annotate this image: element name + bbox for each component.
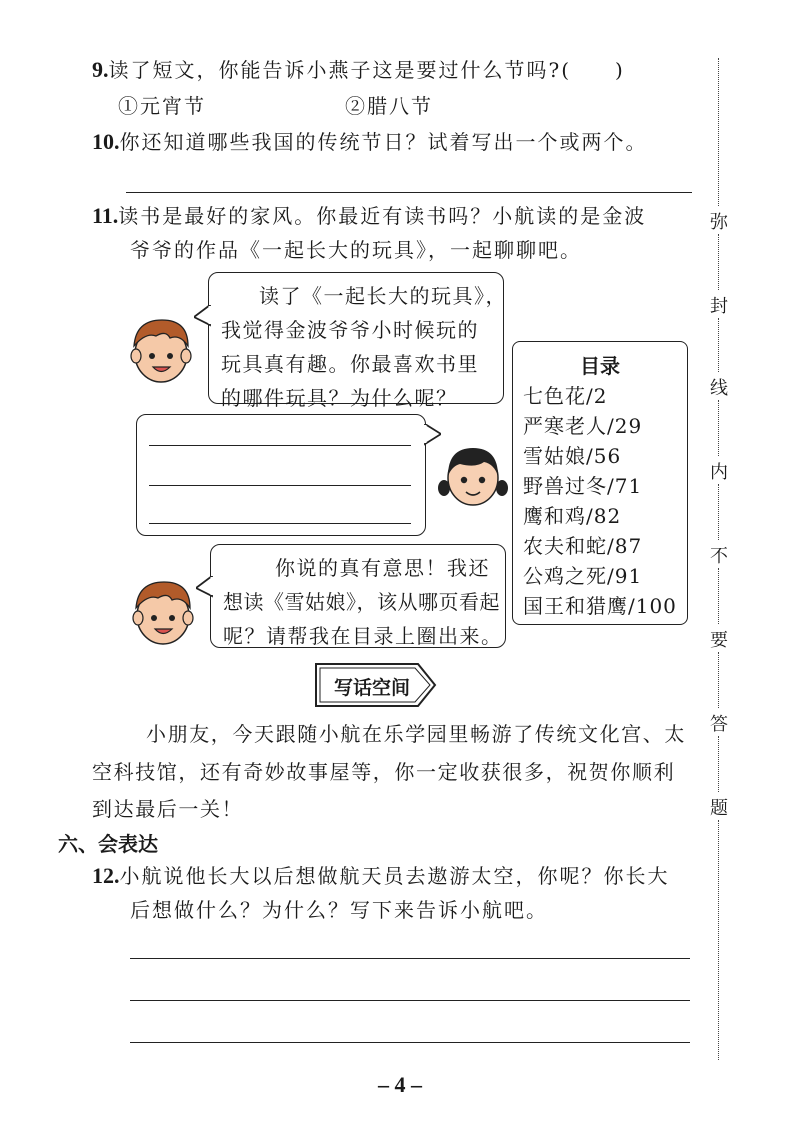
question-11-line2: 爷爷的作品《一起长大的玩具》，一起聊聊吧。 — [130, 238, 582, 262]
question-12 — [92, 862, 670, 890]
writing-space-text-line: 空科技馆，还有奇妙故事屋等，你一定收获很多，祝贺你顺利 — [92, 760, 676, 784]
seal-line-segment — [718, 318, 721, 372]
answer-line[interactable] — [149, 485, 411, 486]
seal-line-char: 要 — [710, 630, 728, 651]
question-number: 11. — [92, 203, 119, 228]
bubble-line: 我觉得金波爷爷小时候玩的 — [221, 318, 479, 342]
page-number: – 4 – — [378, 1072, 422, 1097]
toc-item[interactable]: 野兽过冬/71 — [523, 474, 643, 498]
toc-item[interactable]: 鹰和鸡/82 — [523, 504, 622, 528]
seal-line-segment — [718, 484, 721, 540]
seal-line-char: 封 — [710, 296, 728, 317]
seal-line-char: 线 — [710, 378, 728, 399]
bubble-line: 读了《一起长大的玩具》， — [259, 284, 507, 308]
boy-avatar — [128, 574, 198, 652]
toc-item[interactable]: 公鸡之死/91 — [523, 564, 643, 588]
writing-space-label: 写话空间 — [333, 677, 410, 699]
writing-space-text-line: 小朋友，今天跟随小航在乐学园里畅游了传统文化宫、太 — [146, 722, 686, 746]
question-text: 读书是最好的家风。你最近有读书吗？小航读的是金波 — [118, 204, 647, 228]
seal-line-char: 答 — [710, 714, 728, 735]
question-number: 9. — [92, 57, 109, 82]
seal-line-segment — [718, 652, 721, 708]
seal-line-segment — [718, 234, 721, 290]
seal-line-segment — [718, 58, 721, 206]
toc-item[interactable]: 雪姑娘/56 — [523, 444, 622, 468]
bubble-line: 呢？请帮我在目录上圈出来。 — [223, 624, 503, 648]
boy-avatar — [126, 312, 196, 390]
question-text: 读了短文，你能告诉小燕子这是要过什么节吗?( ) — [108, 58, 625, 82]
q9-option-1: ①元宵节 — [118, 94, 206, 118]
seal-line-segment — [718, 736, 721, 792]
answer-line[interactable] — [149, 445, 411, 446]
seal-line-segment — [718, 820, 721, 1060]
section-title: 六、会表达 — [58, 832, 158, 856]
toc-item[interactable]: 农夫和蛇/87 — [523, 534, 643, 558]
seal-line-char: 不 — [710, 546, 728, 567]
question-10 — [92, 128, 648, 156]
toc-item[interactable]: 严寒老人/29 — [523, 414, 643, 438]
question-9 — [92, 56, 625, 84]
q12-answer-line[interactable] — [130, 1000, 690, 1001]
bubble-line: 玩具真有趣。你最喜欢书里 — [221, 352, 479, 376]
seal-line-char: 内 — [710, 462, 728, 483]
question-number: 10. — [92, 129, 120, 154]
seal-line-char: 题 — [710, 798, 728, 819]
question-number: 12. — [92, 863, 120, 888]
writing-space-text-line: 到达最后一关！ — [92, 797, 244, 821]
speech-bubble-girl-answer — [136, 414, 426, 536]
speech-bubble-boy-2 — [210, 544, 506, 648]
speech-bubble-boy-1 — [208, 272, 507, 410]
bubble-line: 想读《雪姑娘》，该从哪页看起 — [223, 590, 500, 614]
bubble-line: 的哪件玩具？为什么呢？ — [221, 386, 458, 410]
bubble-tail — [194, 305, 212, 327]
q9-option-2: ②腊八节 — [345, 94, 433, 118]
answer-line[interactable] — [149, 523, 411, 524]
table-of-contents — [512, 341, 688, 625]
bubble-line: 你说的真有意思！我还 — [275, 556, 490, 580]
question-text: 小航说他长大以后想做航天员去遨游太空，你呢？你长大 — [119, 864, 670, 888]
bubble-tail — [196, 576, 214, 598]
seal-line-segment — [718, 400, 721, 456]
question-11 — [92, 202, 646, 230]
q12-answer-line[interactable] — [130, 958, 690, 959]
seal-line-char: 弥 — [710, 212, 728, 233]
q12-answer-line[interactable] — [130, 1042, 690, 1043]
girl-avatar — [436, 438, 510, 512]
toc-item[interactable]: 国王和猎鹰/100 — [523, 594, 677, 618]
toc-title: 目录 — [580, 354, 620, 378]
q10-answer-line[interactable] — [126, 192, 692, 193]
question-text: 你还知道哪些我国的传统节日？试着写出一个或两个。 — [119, 130, 648, 154]
question-12-line2: 后想做什么？为什么？写下来告诉小航吧。 — [130, 898, 548, 922]
toc-item[interactable]: 七色花/2 — [523, 384, 608, 408]
seal-line-segment — [718, 568, 721, 624]
